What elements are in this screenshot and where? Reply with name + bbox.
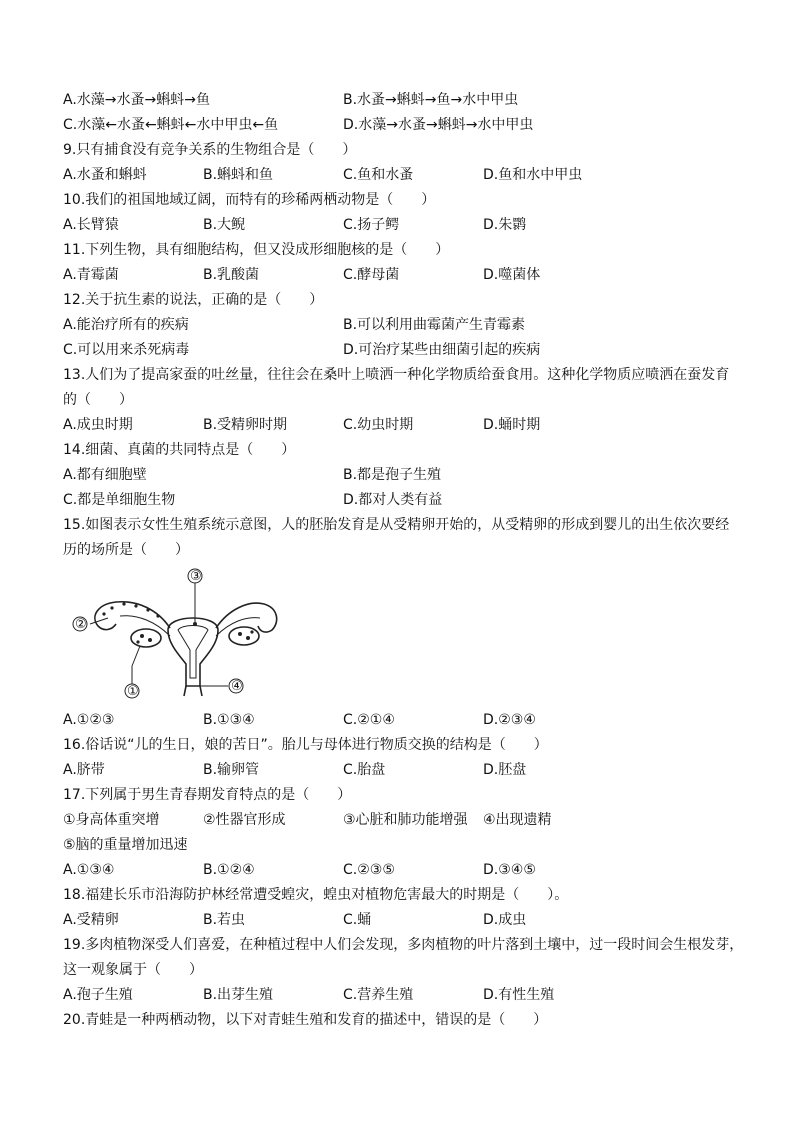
q15-stem-line1: 15.如图表示女性生殖系统示意图，人的胚胎发育是从受精卵开始的，从受精卵的形成到婴儿的出生依次要经 [63, 517, 730, 533]
q16-option-c: C.胎盘 [343, 762, 386, 778]
q9-stem: 9.只有捕食没有竞争关系的生物组合是（ ） [63, 142, 357, 158]
q18-stem: 18.福建长乐市沿海防护林经常遭受蝗灾，蝗虫对植物危害最大的时期是（ ）。 [63, 887, 569, 903]
q16-option-a: A.脐带 [63, 762, 105, 778]
q13-option-d: D.蛹时期 [483, 417, 541, 433]
q20-stem: 20.青蛙是一种两栖动物，以下对青蛙生殖和发育的描述中，错误的是（ ） [63, 1012, 548, 1028]
q10-stem: 10.我们的祖国地域辽阔，而特有的珍稀两栖动物是（ ） [63, 192, 436, 208]
q17-item-2: ②性器官形成 [203, 812, 286, 828]
q19-option-a: A.孢子生殖 [63, 987, 133, 1003]
q17-item-5: ⑤脑的重量增加迅速 [63, 837, 188, 853]
q10-option-c: C.扬子鳄 [343, 217, 400, 233]
q16-option-d: D.胚盘 [483, 762, 527, 778]
q17-option-d: D.③④⑤ [483, 862, 536, 878]
q15-option-b: B.①③④ [203, 712, 255, 728]
q9-option-a: A.水蚤和蝌蚪 [63, 167, 147, 183]
q14-option-d: D.都对人类有益 [343, 492, 443, 508]
q15-option-d: D.②③④ [483, 712, 536, 728]
q17-item-3: ③心脏和肺功能增强 [343, 812, 468, 828]
q8-option-a: A.水藻→水蚤→蝌蚪→鱼 [63, 92, 210, 108]
uterus [168, 618, 218, 686]
q13-option-c: C.幼虫时期 [343, 417, 414, 433]
q8-option-d: D.水藻→水蚤→蝌蚪→水中甲虫 [343, 117, 534, 133]
q12-stem: 12.关于抗生素的说法，正确的是（ ） [63, 292, 324, 308]
q12-option-d: D.可治疗某些由细菌引起的疾病 [343, 342, 541, 358]
q11-stem: 11.下列生物，具有细胞结构，但又没成形细胞核的是（ ） [63, 242, 450, 258]
q18-option-b: B.若虫 [203, 912, 246, 928]
q10-option-d: D.朱鹮 [483, 217, 527, 233]
diagram-label-4: ④ [231, 679, 243, 694]
q14-option-a: A.都有细胞壁 [63, 467, 147, 483]
q9-option-d: D.鱼和水中甲虫 [483, 167, 583, 183]
q16-stem: 16.俗话说“儿的生日，娘的苦日”。胎儿与母体进行物质交换的结构是（ ） [63, 737, 548, 753]
q13-option-b: B.受精卵时期 [203, 417, 288, 433]
q19-stem-line1: 19.多肉植物深受人们喜爱，在种植过程中人们会发现，多肉植物的叶片落到土壤中，过一段时间会生根发芽， [63, 937, 744, 953]
right-ovary [229, 627, 259, 645]
q9-option-c: C.鱼和水蚤 [343, 167, 414, 183]
q10-option-b: B.大鲵 [203, 217, 246, 233]
q17-option-c: C.②③⑤ [343, 862, 395, 878]
female-reproductive-system-diagram [68, 566, 288, 702]
q11-option-b: B.乳酸菌 [203, 267, 260, 283]
q19-option-c: C.营养生殖 [343, 987, 414, 1003]
q17-option-b: B.①②④ [203, 862, 255, 878]
q14-stem: 14.细菌、真菌的共同特点是（ ） [63, 442, 296, 458]
q15-stem-line2: 历的场所是（ ） [63, 542, 189, 558]
q14-option-b: B.都是孢子生殖 [343, 467, 442, 483]
q19-stem-line2: 这一观象属于（ ） [63, 962, 203, 978]
q8-option-c: C.水藻←水蚤←蝌蚪←水中甲虫←鱼 [63, 117, 279, 133]
q9-option-b: B.蝌蚪和鱼 [203, 167, 274, 183]
q15-option-a: A.①②③ [63, 712, 115, 728]
q17-stem: 17.下列属于男生青春期发育特点的是（ ） [63, 787, 352, 803]
q13-stem-line1: 13.人们为了提高家蚕的吐丝量，往往会在桑叶上喷洒一种化学物质给蚕食用。这种化学物质应喷洒在蚕发育 [63, 367, 730, 383]
q17-item-4: ④出现遗精 [483, 812, 552, 828]
q18-option-d: D.成虫 [483, 912, 527, 928]
q11-option-c: C.酵母菌 [343, 267, 400, 283]
q17-item-1: ①身高体重突增 [63, 812, 160, 828]
q12-option-a: A.能治疗所有的疾病 [63, 317, 189, 333]
vagina [184, 686, 202, 696]
q13-stem-line2: 的（ ） [63, 392, 133, 408]
q15-option-c: C.②①④ [343, 712, 395, 728]
q11-option-d: D.噬菌体 [483, 267, 541, 283]
diagram-label-1: ① [127, 684, 139, 699]
diagram-label-3: ③ [190, 569, 202, 584]
q19-option-b: B.出芽生殖 [203, 987, 274, 1003]
q13-option-a: A.成虫时期 [63, 417, 133, 433]
q18-option-a: A.受精卵 [63, 912, 119, 928]
q16-option-b: B.输卵管 [203, 762, 260, 778]
q8-option-b: B.水蚤→蝌蚪→鱼→水中甲虫 [343, 92, 519, 108]
q12-option-c: C.可以用来杀死病毒 [63, 342, 190, 358]
q19-option-d: D.有性生殖 [483, 987, 555, 1003]
q18-option-c: C.蛹 [343, 912, 372, 928]
q17-option-a: A.①③④ [63, 862, 115, 878]
q11-option-a: A.青霉菌 [63, 267, 119, 283]
q14-option-c: C.都是单细胞生物 [63, 492, 176, 508]
q12-option-b: B.可以利用曲霉菌产生青霉素 [343, 317, 526, 333]
diagram-label-2: ② [75, 617, 87, 632]
q10-option-a: A.长臂猿 [63, 217, 119, 233]
left-ovary [131, 629, 161, 647]
